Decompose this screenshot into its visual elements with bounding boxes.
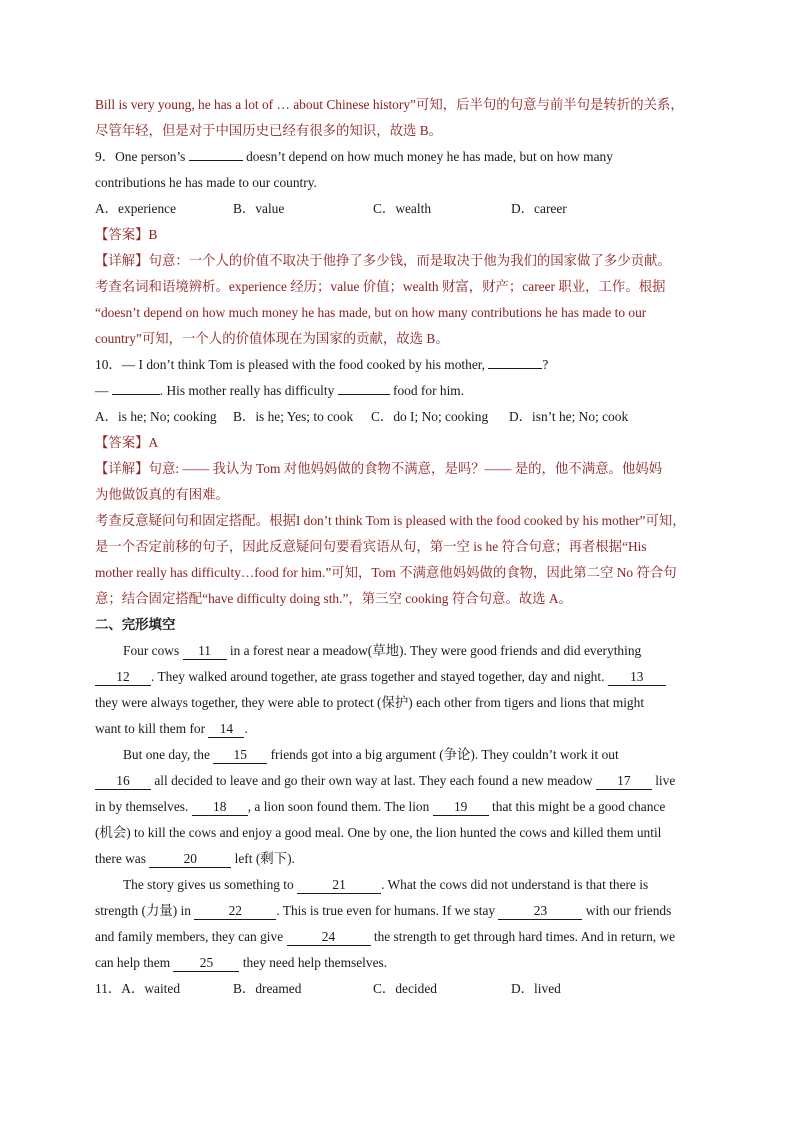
passage-line bbox=[95, 768, 705, 794]
passage-text: Four cows bbox=[123, 643, 183, 658]
q9-stem-start: 9．One person’s bbox=[95, 149, 186, 164]
passage-text: they need help themselves. bbox=[239, 955, 388, 970]
question-9-options bbox=[95, 196, 705, 222]
blank-17: 17 bbox=[596, 773, 652, 790]
passage-text: . They walked around together, ate grass together and stayed together, day and night. bbox=[151, 669, 608, 684]
passage-text: with our friends bbox=[582, 903, 672, 918]
document-page bbox=[95, 92, 705, 1002]
answer-blank bbox=[189, 160, 243, 161]
blank-19: 19 bbox=[433, 799, 489, 816]
q10-stem-start: 10．— I don’t think Tom is pleased with the food cooked by his mother, bbox=[95, 357, 486, 372]
passage-text: want to kill them for bbox=[95, 721, 209, 736]
question-10-response bbox=[95, 378, 705, 404]
blank-24: 24 bbox=[287, 929, 371, 946]
q10-explanation-line: 意；结合固定搭配“have difficulty doing sth.”，第三空 cooking 符合句意。故选 A。 bbox=[95, 591, 572, 606]
q9-explanation-line: “doesn’t depend on how much money he has made, but on how many contributions he has made to our bbox=[95, 305, 647, 320]
option-a: 11．A．waited bbox=[95, 981, 181, 996]
option-d: D．lived bbox=[511, 981, 561, 996]
blank-21: 21 bbox=[297, 877, 381, 894]
answer-blank bbox=[338, 394, 390, 395]
passage-line bbox=[95, 742, 705, 768]
question-10-options bbox=[95, 404, 705, 430]
passage-text: there was bbox=[95, 851, 150, 866]
passage-line: (机会) to kill the cows and enjoy a good meal. One by one, the lion hunted the cows and killed them until bbox=[95, 825, 662, 840]
passage-line bbox=[95, 664, 705, 690]
q10-explanation-line: 为他做饭真的有困难。 bbox=[95, 487, 229, 502]
option-c: C．wealth bbox=[373, 201, 432, 216]
blank-20: 20 bbox=[149, 851, 231, 868]
passage-text: friends got into a big argument (争论). They couldn’t work it out bbox=[267, 747, 619, 762]
question-10-stem bbox=[95, 352, 705, 378]
blank-15: 15 bbox=[213, 747, 267, 764]
q10-explanation-line: 是一个否定前移的句子，因此反意疑问句要看宾语从句，第一空 is he 符合句意；再者根据“His bbox=[95, 539, 647, 554]
passage-text: , a lion soon found them. The lion bbox=[247, 799, 433, 814]
passage-text: The story gives us something to bbox=[123, 877, 298, 892]
blank-13: 13 bbox=[608, 669, 666, 686]
passage-text: in by themselves. bbox=[95, 799, 192, 814]
q10-explanation-line: mother really has difficulty…food for him.”可知，Tom 不满意他妈妈做的食物，因此第二空 No 符合句 bbox=[95, 565, 677, 580]
option-b: B．is he; Yes; to cook bbox=[233, 409, 354, 424]
passage-text: that this might be a good chance bbox=[488, 799, 666, 814]
blank-23: 23 bbox=[498, 903, 582, 920]
option-a: A．experience bbox=[95, 201, 177, 216]
q10-question-mark: ? bbox=[542, 357, 549, 372]
passage-line bbox=[95, 716, 705, 742]
answer-blank bbox=[112, 394, 160, 395]
blank-25: 25 bbox=[173, 955, 239, 972]
option-a: A．is he; No; cooking bbox=[95, 409, 217, 424]
passage-line bbox=[95, 872, 705, 898]
q9-explanation-line: country”可知，一个人的价值体现在为国家的贡献，故选 B。 bbox=[95, 331, 449, 346]
q10-answer: 【答案】A bbox=[95, 435, 159, 450]
prev-explanation-line: Bill is very young, he has a lot of … about Chinese history”可知，后半句的句意与前半句是转折的关系， bbox=[95, 97, 684, 112]
q9-explanation-line: 考查名词和语境辨析。experience 经历；value 价值；wealth 财富，财产；career 职业，工作。根据 bbox=[95, 279, 666, 294]
passage-text: live bbox=[651, 773, 676, 788]
passage-text: . What the cows did not understand is that there is bbox=[381, 877, 649, 892]
q9-answer: 【答案】B bbox=[95, 227, 158, 242]
question-9-stem bbox=[95, 144, 705, 170]
q10-explanation-line: 【详解】句意: —— 我认为 Tom 对他妈妈做的食物不满意，是吗？—— 是的，他不满意。他妈妈 bbox=[95, 461, 663, 476]
prev-explanation-line: 尽管年轻，但是对于中国历史已经有很多的知识，故选 B。 bbox=[95, 123, 443, 138]
option-b: B．value bbox=[233, 201, 285, 216]
passage-text: . This is true even for humans. If we stay bbox=[276, 903, 499, 918]
blank-14: 14 bbox=[208, 721, 244, 738]
passage-text: in a forest near a meadow(草地). They were good friends and did everything bbox=[226, 643, 642, 658]
passage-text: strength (力量) in bbox=[95, 903, 195, 918]
passage-text: left (剩下). bbox=[231, 851, 295, 866]
passage-line bbox=[95, 924, 705, 950]
option-c: C．decided bbox=[373, 981, 437, 996]
q9-stem-middle: doesn’t depend on how much money he has made, but on how many bbox=[246, 149, 613, 164]
passage-text: But one day, the bbox=[123, 747, 214, 762]
blank-11: 11 bbox=[183, 643, 227, 660]
question-9-stem-cont: contributions he has made to our country. bbox=[95, 175, 317, 190]
passage-text: . bbox=[244, 721, 248, 736]
passage-line: they were always together, they were able to protect (保护) each other from tigers and lions that might bbox=[95, 695, 645, 710]
q10-dash: — bbox=[95, 383, 109, 398]
passage-text: can help them bbox=[95, 955, 174, 970]
q9-explanation-line: 【详解】句意：一个人的价值不取决于他挣了多少钱，而是取决于他为我们的国家做了多少贡献。 bbox=[95, 253, 671, 268]
passage-text: all decided to leave and go their own way at last. They each found a new meadow bbox=[151, 773, 596, 788]
passage-line bbox=[95, 638, 705, 664]
blank-12: 12 bbox=[95, 669, 151, 686]
option-c: C．do I; No; cooking bbox=[371, 409, 489, 424]
answer-blank bbox=[488, 368, 542, 369]
section-heading: 二、完形填空 bbox=[95, 617, 176, 632]
passage-line bbox=[95, 898, 705, 924]
passage-text: the strength to get through hard times. And in return, we bbox=[370, 929, 676, 944]
question-11-options bbox=[95, 976, 705, 1002]
q10-response-middle: . His mother really has difficulty bbox=[159, 383, 335, 398]
q10-response-end: food for him. bbox=[393, 383, 465, 398]
blank-18: 18 bbox=[192, 799, 248, 816]
passage-line bbox=[95, 950, 705, 976]
q10-explanation-line: 考查反意疑问句和固定搭配。根据I don’t think Tom is pleased with the food cooked by his mother”可知， bbox=[95, 513, 686, 528]
option-d: D．isn’t he; No; cook bbox=[509, 409, 629, 424]
option-d: D．career bbox=[511, 201, 567, 216]
option-b: B．dreamed bbox=[233, 981, 302, 996]
passage-text: and family members, they can give bbox=[95, 929, 287, 944]
passage-line bbox=[95, 794, 705, 820]
blank-16: 16 bbox=[95, 773, 151, 790]
passage-line bbox=[95, 846, 705, 872]
blank-22: 22 bbox=[194, 903, 276, 920]
